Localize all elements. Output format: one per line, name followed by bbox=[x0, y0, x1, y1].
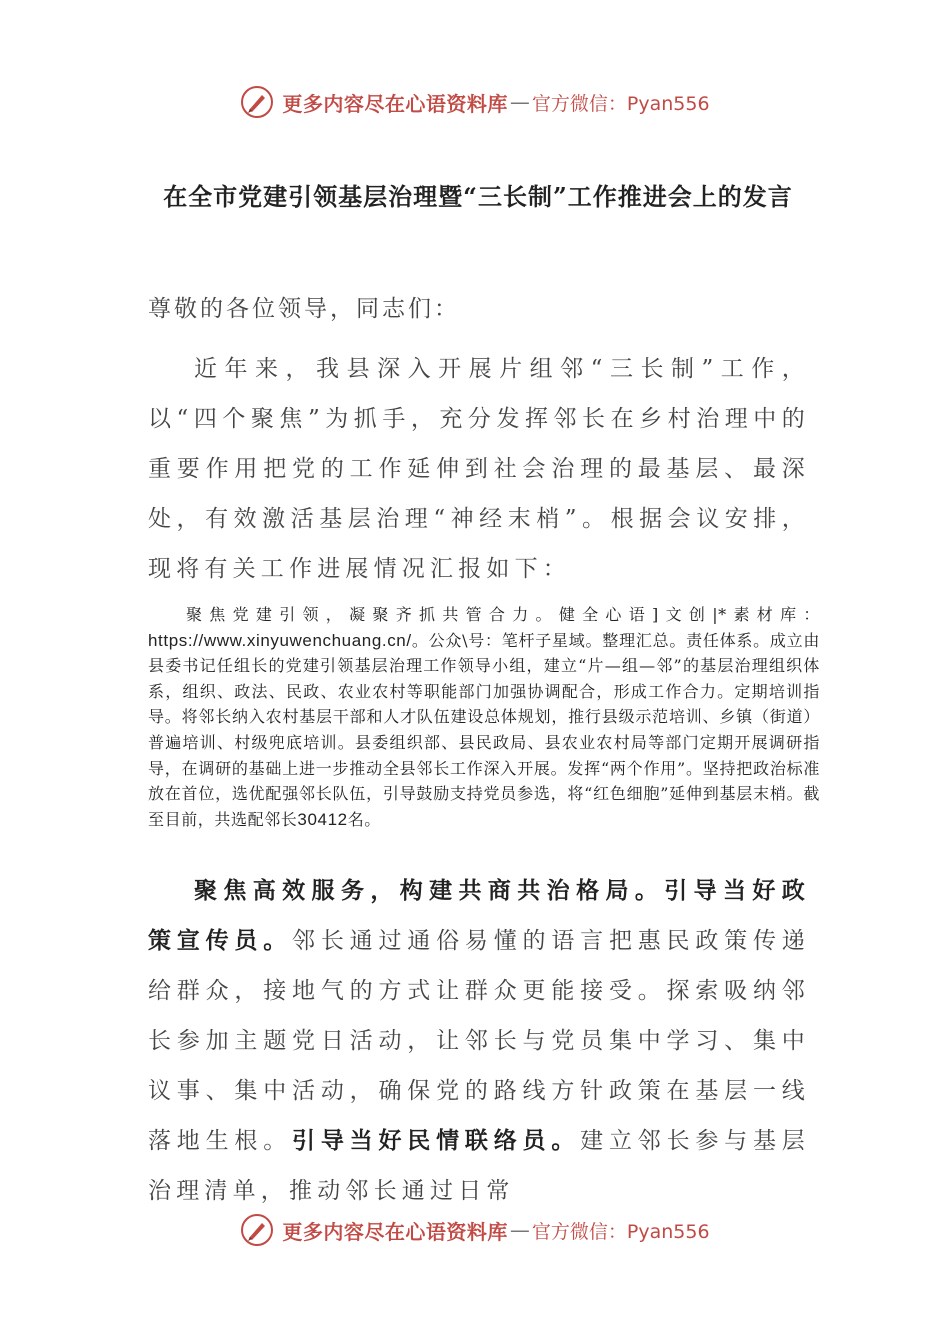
service-text2: 建立邻长参与基层治理清单，推动邻长通过日常 bbox=[148, 1128, 811, 1204]
footer-banner bbox=[0, 1208, 950, 1252]
pen-logo-icon bbox=[240, 85, 274, 119]
banner-text: 更多内容尽在心语资料库 bbox=[282, 1219, 508, 1244]
header-banner bbox=[0, 80, 950, 124]
service-text1: 邻长通过通俗易懂的语言把惠民政策传递给群众，接地气的方式让群众更能接受。探索吸纳邻长参加主题党日活动，让邻长与党员集中学习、集中议事、集中活动，确保党的路线方针政策在基层一线落地生根。 bbox=[148, 928, 810, 1154]
banner-contact: 官方微信：Pyan556 bbox=[531, 1220, 710, 1243]
service-sub1: 引导当好政策宣传员。 bbox=[148, 877, 811, 954]
banner-separator: — bbox=[509, 90, 530, 114]
greeting: 尊敬的各位领导，同志们： bbox=[148, 296, 460, 322]
service-heading: 聚焦高效服务，构建共商共治格局。 bbox=[194, 877, 665, 904]
small-part3: 名。 bbox=[347, 809, 381, 829]
document-title: 在全市党建引领基层治理暨“三长制”工作推进会上的发言 bbox=[163, 182, 793, 211]
paragraph-intro: 近年来，我县深入开展片组邻“三长制”工作，以“四个聚焦”为抓手，充分发挥邻长在乡村治理中的重要作用把党的工作延伸到社会治理的最基层、最深处，有效激活基层治理“神经末梢”。根据会议安排，现将有关工作进展情况汇报如下： bbox=[148, 356, 810, 582]
small-part1: 聚焦党建引领，凝聚齐抓共管合力。健全心语]文创|*素材库： bbox=[186, 605, 820, 624]
paragraph-service bbox=[148, 866, 810, 1216]
pen-logo-icon bbox=[240, 1213, 274, 1247]
service-sub2: 引导当好民情联络员。 bbox=[292, 1127, 581, 1154]
small-url: https://www.xinyuwenchuang.cn/ bbox=[148, 630, 412, 650]
banner-text: 更多内容尽在心语资料库 bbox=[282, 91, 508, 116]
paragraph-small bbox=[148, 602, 820, 832]
small-part2: 。公众\号：笔杆子星域。整理汇总。责任体系。成立由县委书记任组长的党建引领基层治理工作领导小组，建立“片—组—邻”的基层治理组织体系，组织、政法、民政、农业农村等职能部门加强协调配合，形成工作合力。定期培训指导。将邻长纳入农村基层干部和人才队伍建设总体规划，推行县级示范培训、乡镇（街道）普遍培训、村级兜底培训。县委组织部、县民政局、县农业农村局等部门定期开展调研指导，在调研的基础上进一步推动全县邻长工作深入开展。发挥“两个作用”。坚持把政治标准放在首位，选优配强邻长队伍，引导鼓励支持党员参选，将“红色细胞”延伸到基层末梢。截至目前，共选配邻长 bbox=[148, 630, 820, 829]
small-count: 30412 bbox=[297, 809, 348, 829]
banner-separator: — bbox=[509, 1218, 530, 1242]
banner-contact: 官方微信：Pyan556 bbox=[531, 92, 710, 115]
